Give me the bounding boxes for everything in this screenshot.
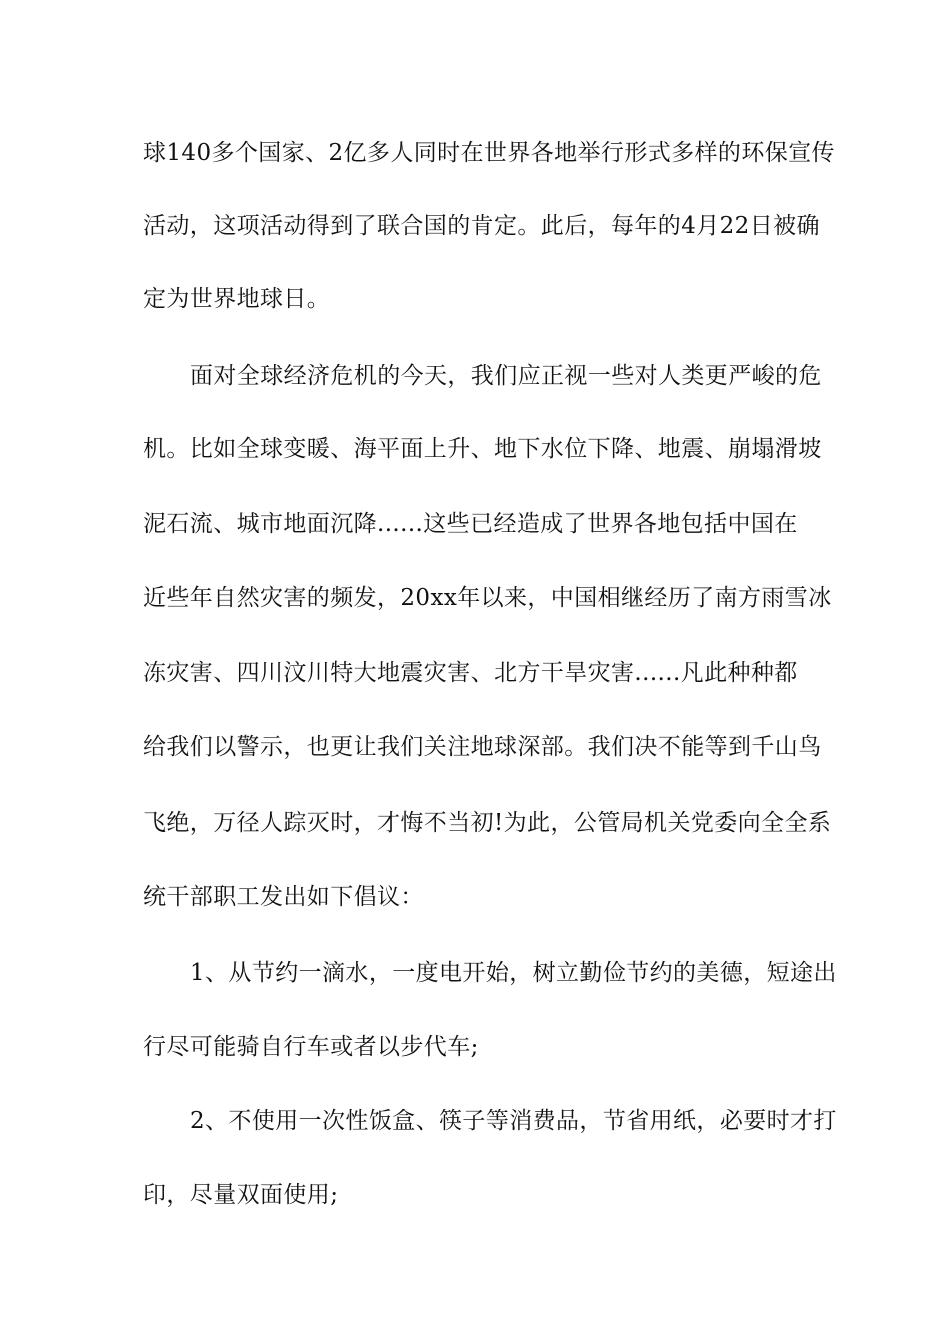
text-line-6: 泥石流、城市地面沉降......这些已经造成了世界各地包括中国在	[143, 511, 798, 537]
text-line-3: 定为世界地球日。	[143, 286, 331, 312]
text-line-13: 行尽可能骑自行车或者以步代车;	[143, 1034, 479, 1060]
text-line-4: 面对全球经济危机的今天，我们应正视一些对人类更严峻的危	[190, 363, 822, 389]
text-line-7: 近些年自然灾害的频发，20xx年以来，中国相继经历了南方雨雪冰	[143, 585, 832, 611]
text-line-14: 2、不使用一次性饭盒、筷子等消费品，节省用纸，必要时才打	[190, 1108, 837, 1134]
text-line-1: 球140多个国家、2亿多人同时在世界各地举行形式多样的环保宣传	[143, 140, 835, 166]
text-line-15: 印，尽量双面使用;	[143, 1182, 339, 1208]
text-line-12: 1、从节约一滴水，一度电开始，树立勤俭节约的美德，短途出	[190, 960, 837, 986]
text-line-9: 给我们以警示，也更让我们关注地球深部。我们决不能等到千山鸟	[143, 734, 822, 760]
text-line-2: 活动，这项活动得到了联合国的肯定。此后，每年的4月22日被确	[143, 213, 820, 239]
text-line-5: 机。比如全球变暖、海平面上升、地下水位下降、地震、崩塌滑坡	[143, 436, 822, 462]
text-line-10: 飞绝，万径人踪灭时，才悔不当初!为此，公管局机关党委向全全系	[143, 810, 832, 836]
text-line-8: 冻灾害、四川汶川特大地震灾害、北方干旱灾害......凡此种种都	[143, 660, 798, 686]
text-line-11: 统干部职工发出如下倡议：	[143, 884, 424, 910]
